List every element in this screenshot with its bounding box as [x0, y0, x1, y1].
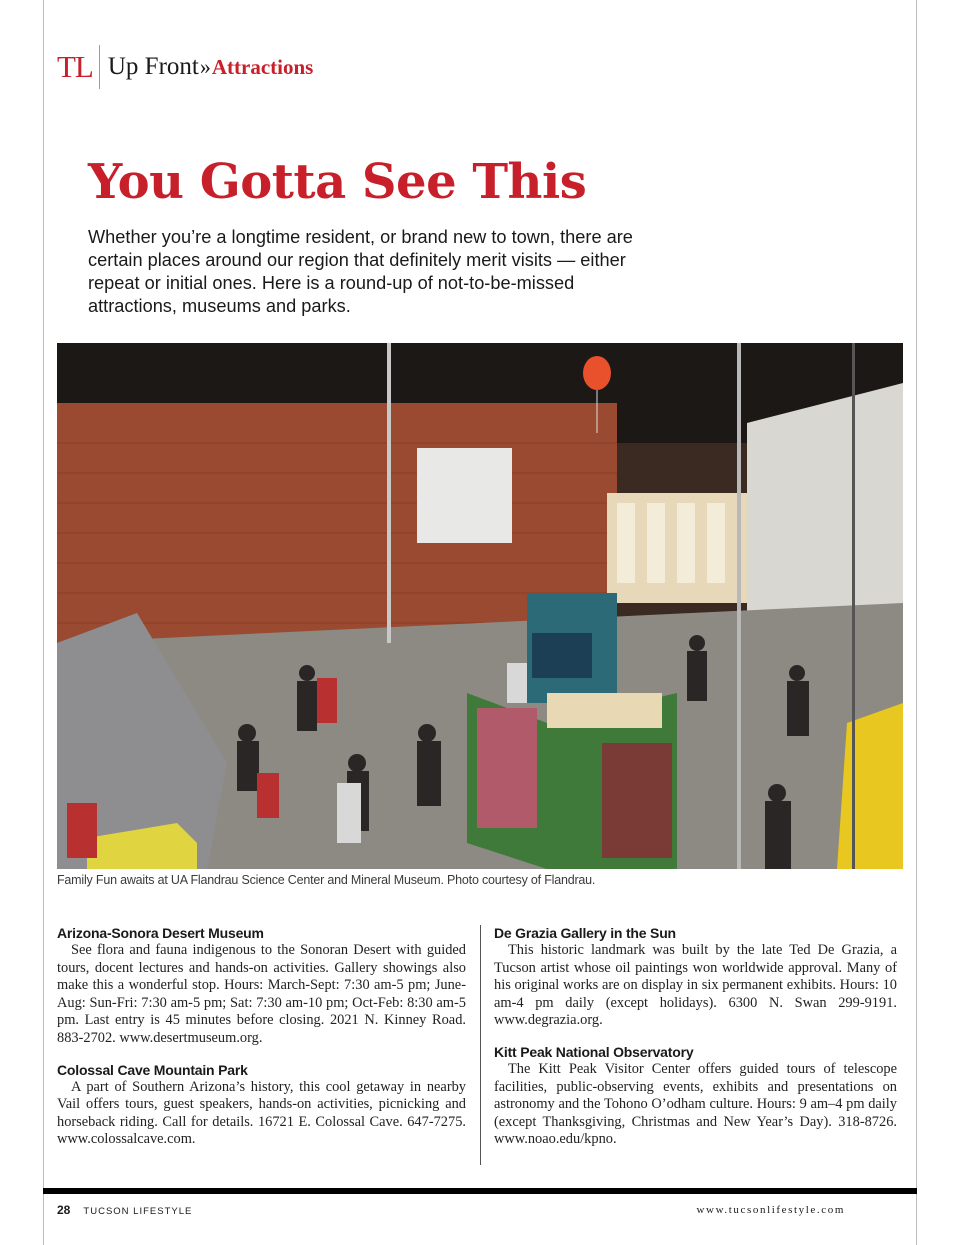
page-number: 28 [57, 1203, 71, 1217]
museum-photo [57, 343, 903, 869]
section-header [57, 42, 313, 92]
article-body: This historic landmark was built by the late Ted De Grazia, a Tucson artist whose oil paintings won worldwide approval. Many of his original works are on display in six permanent exhibits. Hours: 10 am-4 pm daily (except holidays). 6300 N. Swan 299-9191. www.degrazia.org. [494, 942, 897, 1029]
footer-rule [43, 1188, 917, 1194]
section-arrow: » [199, 54, 211, 79]
page-margin-rule-right [916, 0, 917, 1245]
column-divider [480, 925, 481, 1165]
magazine-logo: TL [57, 49, 93, 84]
article-colossal-cave [57, 1062, 466, 1149]
website-url: www.tucsonlifestyle.com [696, 1204, 845, 1216]
right-column [494, 925, 897, 1163]
page-margin-rule-left [43, 0, 44, 1245]
article-kitt-peak [494, 1044, 897, 1149]
article-body: The Kitt Peak Visitor Center offers guided tours of telescope facilities, public-observing events, exhibits and presentations on astronomy and the Tohono O’odham culture. Hours: 9 am–4 pm daily (except Thanksgiving, Christmas and New Year’s Day). 318-8726. www.noao.edu/kpno. [494, 1060, 897, 1148]
left-column [57, 925, 466, 1163]
folio [57, 1203, 192, 1217]
photo-caption: Family Fun awaits at UA Flandrau Science Center and Mineral Museum. Photo courtesy of Flandrau. [57, 873, 596, 887]
publication-name: TUCSON LIFESTYLE [83, 1206, 193, 1217]
article-title: Arizona-Sonora Desert Museum [57, 925, 264, 941]
header-divider [99, 45, 100, 89]
article-body: A part of Southern Arizona’s history, this cool getaway in nearby Vail offers tours, guest speakers, hands-on activities, picnicking and horseback riding. Call for details. 16721 E. Colossal Cave. 647-7275. www.colossalcave.com. [57, 1078, 466, 1148]
section-name: Up Front [107, 53, 199, 80]
article-degrazia [494, 925, 897, 1030]
subsection-name: Attractions [211, 54, 314, 79]
article-desert-museum [57, 925, 466, 1048]
article-title: De Grazia Gallery in the Sun [494, 925, 676, 941]
page-title: You Gotta See This [88, 154, 587, 210]
intro-paragraph: Whether you’re a longtime resident, or brand new to town, there are certain places around our region that definitely merit visits — either repeat or initial ones. Here is a round-up of not-to-be-missed attractions, museums and parks. [88, 227, 633, 316]
article-title: Colossal Cave Mountain Park [57, 1061, 248, 1078]
article-body: See flora and fauna indigenous to the Sonoran Desert with guided tours, docent lectures and hands-on activities. Gallery showings also make this a wonderful stop. Hours: March-Sept: 7:30 am-5 pm; June-Aug: Sun-Fri: 7:30 am-5 pm; Sat: 7:30 am-10 pm; Oct-Feb: 8:30 am-5 pm. Last entry is 45 minutes before closing. 2021 N. Kinney Road. 883-2702. www.desertmuseum.org. [57, 942, 466, 1046]
article-title: Kitt Peak National Observatory [494, 1043, 694, 1060]
